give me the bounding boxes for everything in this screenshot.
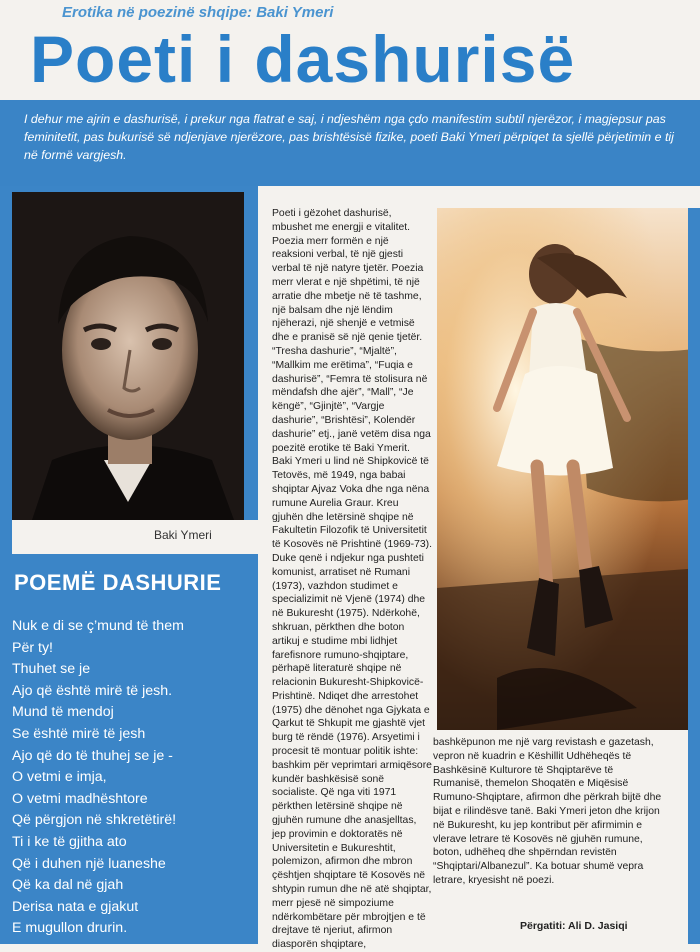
poem-line: Që ka dal në gjah — [12, 877, 124, 894]
section-kicker: Erotika në poezinë shqipe: Baki Ymeri — [62, 4, 334, 21]
poem-line: Ajo që do të thuhej se je - — [12, 747, 173, 764]
poem-line: Ti i ke të gjitha ato — [12, 833, 127, 850]
portrait-illustration — [12, 192, 244, 520]
woman-photo — [437, 208, 700, 730]
author-credit: Përgatiti: Ali D. Jasiqi — [520, 920, 628, 932]
poem-line: Ajo që është mirë të jesh. — [12, 682, 173, 699]
poem-lines — [12, 616, 184, 940]
article-column-2: bashkëpunon me një varg revistash e gazetash, vepron në kuadrin e Këshillit Udhëheqës të Bashkësinë Kulturore të Shqiptarëve të Rumanisë, themelon Shoqatën e Miqësisë Rumuno-Shqiptare, afirmon dhe përkrah bijtë dhe bijat e rilindësve tanë. Baki Ymeri jeton dhe krijon në Bukuresht, ku jep kontribut për afirmimin e vlerave letrare të Kosovës në gjuhën rumune, boton, udhëheq dhe shpërndan revistën “Shqiptari/Albanezul”. Ka botuar shumë vepra letrare, kryesisht në poezi. — [433, 737, 662, 886]
poem-line: O vetmi madhështore — [12, 790, 148, 807]
poem-line: Që përgjon në shkretëtirë! — [12, 812, 177, 829]
intro-text: I dehur me ajrin e dashurisë, i prekur nga flatrat e saj, i ndjeshëm nga çdo manifestim subtil njerëzor, i magjepsur pas feminitetit, pas bukurisë së ndjenjave njerëzore, pas brishtësisë fizike, poeti Baki Ymeri përpiqet ta sjellë përjetimin e tij në formë vargjesh. — [24, 112, 674, 162]
poem-line: Nuk e di se ç’mund të them — [12, 618, 184, 634]
poem-line: O vetmi e imja, — [12, 769, 107, 786]
right-edge-band — [688, 208, 700, 944]
page-title: Poeti i dashurisë — [30, 22, 576, 96]
poem-line: Se është mirë të jesh — [12, 725, 146, 742]
woman-illustration — [437, 208, 700, 730]
poem-line: Thuhet se je — [12, 661, 91, 678]
intro-band — [0, 100, 700, 186]
article-column-1: Poeti i gëzohet dashurisë, mbushet me energji e vitalitet. Poezia merr formën e një reaksioni verbal, të një gjesti verbal të një natyre tjetër. Poezia merr vlerat e një shpëtimi, të një arratie dhe mbetje në të tashme, një balsam dhe një lëndim njëherazi, një shenjë e vetmisë dhe e pranisë së një qenie tjetër. “Tresha dashurie”, “Mjaltë”, “Mallkim me erëtima”, “Fuqia e dashurisë”, “Femra të stolisura në mëndafsh dhe ajër”, “Mall”, “Je këngë”, “Gjinjtë”, “Vargje dashurie”, “Brishtësi”, Kolendër dashurie” etj., janë vetëm disa nga poezitë erotike të Baki Ymerit. Baki Ymeri u lind në Shipkovicë të Tetovës, më 1949, nga babai shqiptar Ajvaz Voka dhe nga nëna rumune Aurelia Graur. Kreu gjuhën dhe letërsinë shqipe në Fakultetin Filozofik të Universitetit të Kosovës në Prishtinë (1969-73). Duke qenë i ndjekur nga pushteti komunist, arratiset në Rumani (1973), vazhdon studimet e specializimit në Vjenë (1974) dhe në Bukuresht (1975). Ndërkohë, shkruan, përkthen dhe boton artikuj e studime mbi lidhjet farefisnore rumuno-shqiptare, përhapë literaturë shqipe në relacionin Bukuresht-Shipkovicë-Prishtinë. Ndiqet dhe arrestohet (1975) dhe dënohet nga Gjykata e Qarkut të Shkupit me gjashtë vjet burg të rëndë (1976). Arsyetimi i procesit të montuar politik ishte: bashkim për veprimtari armiqësore kundër bashkësisë sonë socialiste. Që nga viti 1971 përkthen letërsinë shqipe në gjuhën rumune dhe anasjelltas, jep provimin e doktoratës në Universitetin e Bukureshtit, polemizon, afirmon dhe mbron çështjen shqiptare të Kosovës në shtypin rumun dhe në atë shqiptar, merr pjesë në simpoziume ndërkombëtare për mbrojtjen e të drejtave të njeriut, afirmon diasporën shqiptare, — [272, 208, 432, 951]
poem-line: Derisa nata e gjakut — [12, 898, 139, 915]
poem-line: Mund të mendoj — [12, 704, 114, 721]
portrait-photo — [12, 192, 244, 520]
poem-title: POEMË DASHURIE — [14, 570, 222, 595]
caption-strip — [12, 520, 258, 554]
poem-line: E mugullon drurin. — [12, 920, 128, 937]
poem-line: Që i duhen një luaneshe — [12, 855, 166, 872]
portrait-caption: Baki Ymeri — [154, 528, 212, 542]
poem-line: Për ty! — [12, 639, 53, 656]
